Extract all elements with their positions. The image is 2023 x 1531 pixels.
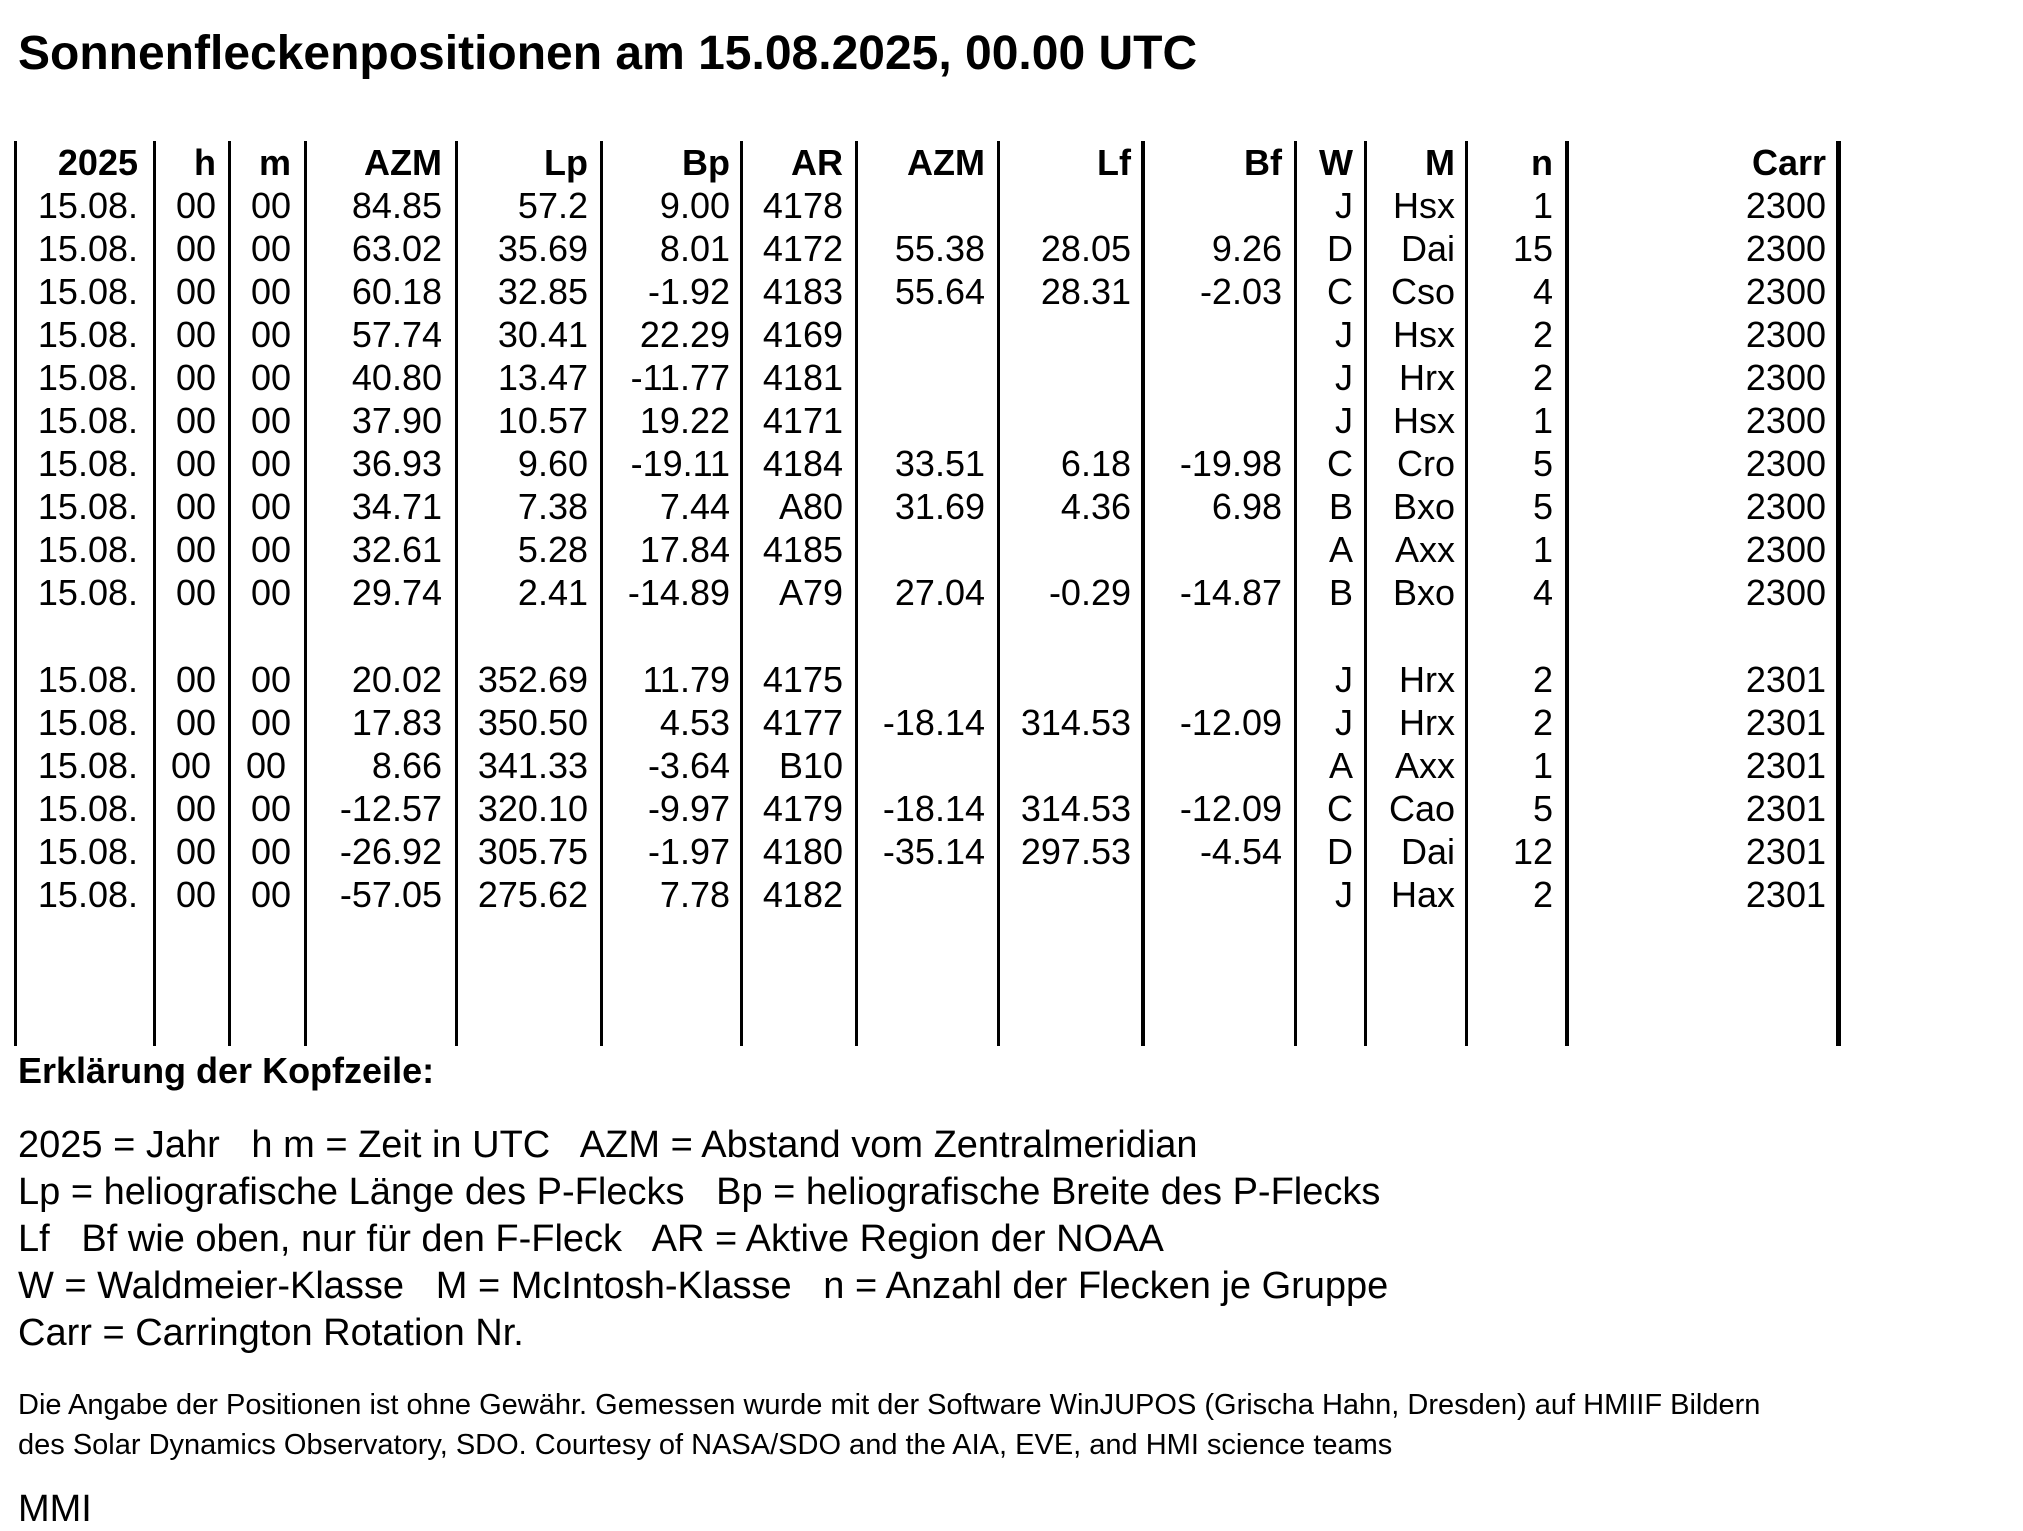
table-cell: Bxo xyxy=(1392,572,1455,613)
table-cell: 55.38 xyxy=(894,228,985,269)
table-cell xyxy=(1000,873,1131,916)
table-cell: 00 xyxy=(175,400,216,441)
page-title: Sonnenfleckenpositionen am 15.08.2025, 00.00 UTC xyxy=(18,27,1198,80)
table-cell: 2300 xyxy=(1745,400,1826,441)
column-header: h xyxy=(194,142,216,183)
table-cell: 15.08. xyxy=(37,400,138,441)
table-cell xyxy=(858,744,985,787)
table-cell: 6.98 xyxy=(1211,486,1282,527)
table-cell: 35.69 xyxy=(497,228,588,269)
table-cell: 4171 xyxy=(762,400,843,441)
table-cell: 1 xyxy=(1532,400,1553,441)
column-header: m xyxy=(258,142,291,183)
table-cell: -12.09 xyxy=(1179,788,1282,829)
table-cell: 15.08. xyxy=(37,271,138,312)
column-header: AZM xyxy=(364,142,442,183)
table-cell: 1 xyxy=(1532,529,1553,570)
table-cell: 10.57 xyxy=(497,400,588,441)
table-cell: D xyxy=(1327,831,1353,872)
table-cell: 36.93 xyxy=(351,443,442,484)
table-cell: 4178 xyxy=(762,185,843,226)
table-cell: 00 xyxy=(250,443,291,484)
table-cell: Dai xyxy=(1400,228,1455,269)
table-cell: 2.41 xyxy=(517,572,588,613)
table-cell: 40.80 xyxy=(351,357,442,398)
table-cell xyxy=(858,399,985,442)
table-cell: 84.85 xyxy=(351,185,442,226)
table-cell: 2301 xyxy=(1745,659,1826,700)
table-cell: 20.02 xyxy=(351,659,442,700)
table-cell: 17.83 xyxy=(351,702,442,743)
table-cell: Dai xyxy=(1400,831,1455,872)
disclaimer-line: Die Angabe der Positionen ist ohne Gewähr. Gemessen wurde mit der Software WinJUPOS (Grischa Hahn, Dresden) auf HMIIF Bildern xyxy=(18,1389,1761,1421)
table-cell: 32.85 xyxy=(497,271,588,312)
table-cell: 37.90 xyxy=(351,400,442,441)
table-cell: 32.61 xyxy=(351,529,442,570)
table-cell xyxy=(858,528,985,571)
table-cell xyxy=(858,313,985,356)
table-cell: 5 xyxy=(1532,788,1553,829)
table-cell: 15.08. xyxy=(37,874,138,915)
legend-title: Erklärung der Kopfzeile: xyxy=(18,1050,435,1091)
table-cell xyxy=(1000,313,1131,356)
table-cell: 27.04 xyxy=(894,572,985,613)
column-header: W xyxy=(1319,142,1353,183)
table-cell: 28.05 xyxy=(1040,228,1131,269)
table-cell: -12.09 xyxy=(1179,702,1282,743)
table-cell: 15.08. xyxy=(37,745,138,786)
table-cell: 320.10 xyxy=(477,788,588,829)
table-cell: 15.08. xyxy=(37,314,138,355)
table-cell: 8.66 xyxy=(371,745,442,786)
table-cell: 57.74 xyxy=(351,314,442,355)
table-cell: 297.53 xyxy=(1020,831,1131,872)
column-divider xyxy=(1141,141,1145,1046)
table-cell: -2.03 xyxy=(1199,271,1282,312)
table-cell: 15.08. xyxy=(37,831,138,872)
table-cell: 2300 xyxy=(1745,357,1826,398)
table-cell xyxy=(1146,658,1282,701)
table-cell: 29.74 xyxy=(351,572,442,613)
table-cell: 00 xyxy=(175,831,216,872)
table-cell: A80 xyxy=(778,486,843,527)
legend-line: Lf Bf wie oben, nur für den F-Fleck AR = Aktive Region der NOAA xyxy=(18,1218,1164,1260)
table-cell: C xyxy=(1327,443,1353,484)
column-header: n xyxy=(1531,142,1553,183)
table-cell: 4172 xyxy=(762,228,843,269)
table-cell: Hsx xyxy=(1393,314,1455,355)
table-cell xyxy=(1000,399,1131,442)
table-cell: -1.97 xyxy=(647,831,730,872)
table-cell: -11.77 xyxy=(630,357,730,398)
table-cell: 60.18 xyxy=(351,271,442,312)
table-cell xyxy=(1000,184,1131,227)
table-cell: 9.26 xyxy=(1211,228,1282,269)
table-cell: 15.08. xyxy=(37,702,138,743)
column-divider xyxy=(1836,141,1841,1046)
table-cell: 8.01 xyxy=(659,228,730,269)
table-cell: Hrx xyxy=(1399,357,1455,398)
table-cell: 00 xyxy=(175,572,216,613)
table-cell: 00 xyxy=(250,228,291,269)
column-header: AZM xyxy=(907,142,985,183)
table-cell: 00 xyxy=(250,529,291,570)
table-cell: -14.89 xyxy=(627,572,730,613)
table-cell: Hax xyxy=(1390,874,1455,915)
column-header: Lf xyxy=(1097,142,1131,183)
table-cell: 4182 xyxy=(762,874,843,915)
table-cell: 4181 xyxy=(762,357,843,398)
table-cell: 2300 xyxy=(1745,314,1826,355)
table-cell: -0.29 xyxy=(1048,572,1131,613)
table-cell xyxy=(1146,356,1282,399)
disclaimer-line: des Solar Dynamics Observatory, SDO. Courtesy of NASA/SDO and the AIA, EVE, and HMI science teams xyxy=(18,1429,1393,1461)
column-divider xyxy=(1465,141,1468,1046)
table-cell: 15.08. xyxy=(37,659,138,700)
column-divider xyxy=(600,141,603,1046)
table-cell: 2300 xyxy=(1745,529,1826,570)
table-cell xyxy=(1000,658,1131,701)
table-cell: D xyxy=(1327,228,1353,269)
table-cell: 2300 xyxy=(1745,572,1826,613)
table-cell: 00 xyxy=(175,271,216,312)
table-cell xyxy=(858,873,985,916)
table-cell: Hsx xyxy=(1393,400,1455,441)
table-cell: -14.87 xyxy=(1179,572,1282,613)
table-cell: 2 xyxy=(1532,659,1553,700)
table-cell: 5.28 xyxy=(517,529,588,570)
table-cell: 00 xyxy=(175,314,216,355)
table-cell: 15.08. xyxy=(37,185,138,226)
table-cell: 00 xyxy=(175,357,216,398)
table-cell: 305.75 xyxy=(477,831,588,872)
table-cell: 9.00 xyxy=(659,185,730,226)
table-cell: B10 xyxy=(778,745,843,786)
table-cell: 31.69 xyxy=(894,486,985,527)
table-cell: Hrx xyxy=(1399,702,1455,743)
signature: MMI xyxy=(18,1488,92,1530)
table-cell: 55.64 xyxy=(894,271,985,312)
table-cell: 5 xyxy=(1532,443,1553,484)
table-cell: 00 xyxy=(250,831,291,872)
table-cell: -18.14 xyxy=(882,788,985,829)
table-cell xyxy=(1146,744,1282,787)
table-cell: -3.64 xyxy=(647,745,730,786)
table-cell: 7.44 xyxy=(659,486,730,527)
table-cell xyxy=(1146,528,1282,571)
table-cell: 2301 xyxy=(1745,745,1826,786)
table-cell: 00 xyxy=(175,228,216,269)
table-cell: 00 xyxy=(175,702,216,743)
table-cell xyxy=(1000,356,1131,399)
table-cell: 4184 xyxy=(762,443,843,484)
table-cell: B xyxy=(1328,486,1353,527)
table-cell xyxy=(1146,873,1282,916)
table-cell: 00 xyxy=(175,874,216,915)
disclaimer xyxy=(18,1385,1760,1465)
table-cell: J xyxy=(1335,314,1353,355)
table-cell: A xyxy=(1328,745,1353,786)
table-cell: 57.2 xyxy=(517,185,588,226)
table-cell: 15.08. xyxy=(37,228,138,269)
table-cell: 00 xyxy=(175,659,216,700)
table-cell: 4 xyxy=(1532,271,1553,312)
table-cell: -19.98 xyxy=(1179,443,1282,484)
table-cell: 4.36 xyxy=(1060,486,1131,527)
table-cell: Axx xyxy=(1394,529,1455,570)
table-cell xyxy=(1000,528,1131,571)
table-cell xyxy=(858,356,985,399)
table-cell: C xyxy=(1327,271,1353,312)
table-cell: 4183 xyxy=(762,271,843,312)
table-cell: 15 xyxy=(1512,228,1553,269)
table-cell: -12.57 xyxy=(339,788,442,829)
table-cell: 2300 xyxy=(1745,185,1826,226)
table-cell: J xyxy=(1335,400,1353,441)
column-header: Bp xyxy=(682,142,730,183)
table-cell: 4 xyxy=(1532,572,1553,613)
table-cell: -18.14 xyxy=(882,702,985,743)
table-cell: 00 xyxy=(250,271,291,312)
column-header: Lp xyxy=(544,142,588,183)
table-cell: 22.29 xyxy=(639,314,730,355)
table-cell: Bxo xyxy=(1392,486,1455,527)
table-cell: -19.11 xyxy=(630,443,730,484)
table-cell: 350.50 xyxy=(477,702,588,743)
table-cell: -1.92 xyxy=(647,271,730,312)
table-cell: 00 xyxy=(250,486,291,527)
table-cell: 63.02 xyxy=(351,228,442,269)
table-cell: A79 xyxy=(778,572,843,613)
legend-line: Carr = Carrington Rotation Nr. xyxy=(18,1312,524,1354)
table-cell: 00 xyxy=(245,745,286,786)
table-cell: 17.84 xyxy=(639,529,730,570)
table-cell: 2 xyxy=(1532,702,1553,743)
table-cell: 00 xyxy=(175,185,216,226)
legend-line: W = Waldmeier-Klasse M = McIntosh-Klasse n = Anzahl der Flecken je Gruppe xyxy=(18,1265,1389,1307)
column-divider xyxy=(1364,141,1367,1046)
table-cell: 314.53 xyxy=(1020,788,1131,829)
table-cell: Cro xyxy=(1396,443,1455,484)
table-cell: 4179 xyxy=(762,788,843,829)
table-cell: 00 xyxy=(170,745,211,786)
table-cell: 15.08. xyxy=(37,357,138,398)
table-cell: 33.51 xyxy=(894,443,985,484)
table-cell: 00 xyxy=(250,572,291,613)
table-cell: 5 xyxy=(1532,486,1553,527)
table-cell: 2301 xyxy=(1745,831,1826,872)
table-cell xyxy=(1146,313,1282,356)
column-header: M xyxy=(1425,142,1455,183)
column-header: Bf xyxy=(1244,142,1282,183)
table-cell xyxy=(1146,184,1282,227)
table-cell: 00 xyxy=(175,443,216,484)
column-header: 2025 xyxy=(57,142,138,183)
table-cell: 15.08. xyxy=(37,572,138,613)
table-cell: 28.31 xyxy=(1040,271,1131,312)
column-header: Carr xyxy=(1751,142,1826,183)
table-cell: J xyxy=(1335,702,1353,743)
table-cell: J xyxy=(1335,185,1353,226)
table-cell: 2301 xyxy=(1745,874,1826,915)
table-cell: 15.08. xyxy=(37,486,138,527)
table-cell: 12 xyxy=(1512,831,1553,872)
table-cell: 00 xyxy=(250,702,291,743)
table-cell: 314.53 xyxy=(1020,702,1131,743)
table-cell: 00 xyxy=(250,874,291,915)
table-cell xyxy=(858,658,985,701)
table-cell: J xyxy=(1335,357,1353,398)
table-cell: Hsx xyxy=(1393,185,1455,226)
table-cell xyxy=(1146,399,1282,442)
table-cell: 341.33 xyxy=(477,745,588,786)
table-cell: 2301 xyxy=(1745,702,1826,743)
table-cell: 2 xyxy=(1532,314,1553,355)
table-cell: J xyxy=(1335,874,1353,915)
table-cell: 00 xyxy=(250,185,291,226)
table-cell: 2300 xyxy=(1745,228,1826,269)
table-cell: 4177 xyxy=(762,702,843,743)
table-cell: 4169 xyxy=(762,314,843,355)
table-cell: C xyxy=(1327,788,1353,829)
table-cell: 00 xyxy=(175,788,216,829)
table-cell: 00 xyxy=(250,314,291,355)
table-cell xyxy=(858,184,985,227)
table-cell: 15.08. xyxy=(37,529,138,570)
column-header: AR xyxy=(791,142,843,183)
column-divider xyxy=(740,141,743,1046)
table-cell: B xyxy=(1328,572,1353,613)
table-cell: -9.97 xyxy=(647,788,730,829)
table-cell: Cao xyxy=(1388,788,1455,829)
table-cell: -26.92 xyxy=(339,831,442,872)
table-cell: 2300 xyxy=(1745,443,1826,484)
table-cell: 2300 xyxy=(1745,486,1826,527)
table-cell: 15.08. xyxy=(37,788,138,829)
table-cell: 19.22 xyxy=(639,400,730,441)
table-cell: 4180 xyxy=(762,831,843,872)
table-cell: 00 xyxy=(250,659,291,700)
table-cell xyxy=(1000,744,1131,787)
table-cell: 15.08. xyxy=(37,443,138,484)
table-cell: 00 xyxy=(250,357,291,398)
table-cell: -4.54 xyxy=(1199,831,1282,872)
table-cell: A xyxy=(1328,529,1353,570)
table-cell: 2301 xyxy=(1745,788,1826,829)
table-cell: Cso xyxy=(1390,271,1455,312)
table-cell: 275.62 xyxy=(477,874,588,915)
table-cell: Axx xyxy=(1394,745,1455,786)
table-cell: 6.18 xyxy=(1060,443,1131,484)
table-cell: 00 xyxy=(250,400,291,441)
table-cell: 13.47 xyxy=(497,357,588,398)
table-cell: 00 xyxy=(250,788,291,829)
table-cell: J xyxy=(1335,659,1353,700)
table-cell: Hrx xyxy=(1399,659,1455,700)
table-cell: 1 xyxy=(1532,745,1553,786)
table-cell: 9.60 xyxy=(517,443,588,484)
table-cell: 4185 xyxy=(762,529,843,570)
table-cell: 1 xyxy=(1532,185,1553,226)
table-cell: 2 xyxy=(1532,357,1553,398)
table-cell: 00 xyxy=(175,486,216,527)
table-cell: 4.53 xyxy=(659,702,730,743)
legend-line: 2025 = Jahr h m = Zeit in UTC AZM = Abstand vom Zentralmeridian xyxy=(18,1124,1198,1166)
legend-line: Lp = heliografische Länge des P-Flecks Bp = heliografische Breite des P-Flecks xyxy=(18,1171,1381,1213)
table-cell: 34.71 xyxy=(351,486,442,527)
table-cell: 352.69 xyxy=(477,659,588,700)
table-cell: -57.05 xyxy=(339,874,442,915)
table-cell: 30.41 xyxy=(497,314,588,355)
table-cell: 4175 xyxy=(762,659,843,700)
table-cell: 7.38 xyxy=(517,486,588,527)
table-cell: 2 xyxy=(1532,874,1553,915)
table-cell: -35.14 xyxy=(882,831,985,872)
table-cell: 7.78 xyxy=(659,874,730,915)
table-cell: 00 xyxy=(175,529,216,570)
table-cell: 2300 xyxy=(1745,271,1826,312)
table-cell: 11.79 xyxy=(642,659,730,700)
